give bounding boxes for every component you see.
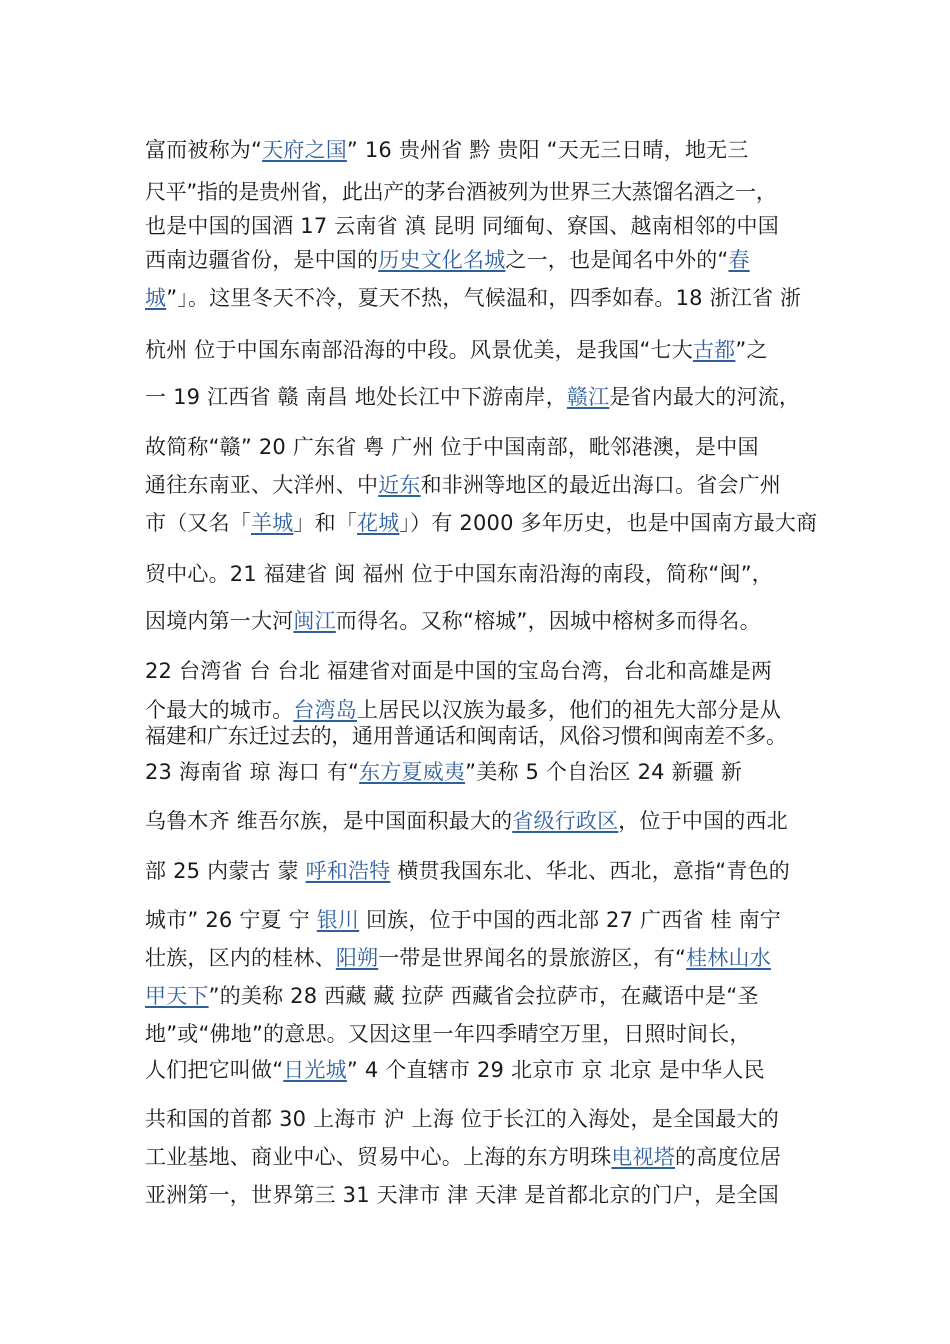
hyperlink[interactable]: 台湾岛 — [293, 698, 358, 722]
text-segment: ”的美称 28 西藏 藏 拉萨 西藏省会拉萨市，在藏语中是“圣 — [208, 984, 759, 1008]
text-segment: ”美称 5 个自治区 24 新疆 新 — [465, 760, 743, 784]
text-segment: 也是中国的国酒 17 云南省 滇 昆明 同缅甸、寮国、越南相邻的中国 — [145, 214, 779, 238]
text-segment: ”之 — [735, 338, 768, 362]
hyperlink[interactable]: 花城 — [357, 511, 400, 535]
text-segment: 共和国的首都 30 上海市 沪 上海 位于长江的入海处，是全国最大的 — [145, 1107, 779, 1131]
text-line — [145, 944, 815, 972]
text-line — [145, 284, 815, 312]
text-segment: 而得名。又称“榕城”，因城中榕树多而得名。 — [335, 609, 761, 633]
text-segment: 因境内第一大河 — [145, 609, 294, 633]
text-line — [145, 696, 815, 724]
text-segment: 富而被称为“ — [145, 138, 263, 162]
hyperlink[interactable]: 羊城 — [251, 511, 294, 535]
hyperlink[interactable]: 赣江 — [566, 385, 610, 409]
text-line — [145, 178, 815, 206]
text-line — [145, 1020, 815, 1048]
hyperlink[interactable]: 电视塔 — [611, 1145, 676, 1169]
text-line — [145, 906, 815, 934]
text-segment: 上居民以汉族为最多，他们的祖先大部分是从 — [357, 698, 782, 722]
text-line — [145, 982, 815, 1010]
hyperlink[interactable]: 春 — [728, 248, 750, 272]
text-segment: 部 25 内蒙古 蒙 — [145, 859, 306, 883]
text-segment: 个最大的城市。 — [145, 698, 294, 722]
text-segment: ” 4 个直辖市 29 北京市 京 北京 是中华人民 — [346, 1058, 765, 1082]
text-segment: 福建和广东迁过去的，通用普通话和闽南话，风俗习惯和闽南差不多。 — [145, 724, 787, 748]
text-segment: 杭州 位于中国东南部沿海的中段。风景优美，是我国“七大 — [145, 338, 693, 362]
text-segment: 一 19 江西省 赣 南昌 地处长江中下游南岸， — [145, 385, 567, 409]
hyperlink[interactable]: 省级行政区 — [512, 809, 619, 833]
text-segment: ”」。这里冬天不冷，夏天不热，气候温和，四季如春。18 浙江省 浙 — [166, 286, 802, 310]
text-segment: 之一，也是闻名中外的“ — [505, 248, 729, 272]
text-segment: 地”或“佛地”的意思。又因这里一年四季晴空万里，日照时间长， — [145, 1022, 751, 1046]
text-segment: ” 16 贵州省 黔 贵阳 “天无三日晴，地无三 — [346, 138, 749, 162]
hyperlink[interactable]: 历史文化名城 — [378, 248, 506, 272]
text-line — [145, 722, 815, 750]
text-line — [145, 607, 815, 635]
text-segment: 乌鲁木齐 维吾尔族，是中国面积最大的 — [145, 809, 513, 833]
hyperlink[interactable]: 闽江 — [293, 609, 336, 633]
text-line — [145, 657, 815, 685]
hyperlink[interactable]: 古都 — [692, 338, 736, 362]
text-segment: ，位于中国的西北 — [618, 809, 788, 833]
text-segment: 人们把它叫做“ — [145, 1058, 284, 1082]
hyperlink[interactable]: 银川 — [316, 908, 360, 932]
hyperlink[interactable]: 城 — [145, 286, 167, 310]
text-line — [145, 1181, 815, 1209]
text-line — [145, 509, 818, 537]
text-line — [145, 433, 815, 461]
text-segment: 故简称“赣” 20 广东省 粤 广州 位于中国南部，毗邻港澳，是中国 — [145, 435, 759, 459]
text-line — [145, 1056, 815, 1084]
text-segment: 23 海南省 琼 海口 有“ — [145, 760, 360, 784]
text-segment: 市（又名「 — [145, 511, 251, 535]
hyperlink[interactable]: 东方夏威夷 — [359, 760, 466, 784]
hyperlink[interactable]: 天府之国 — [262, 138, 347, 162]
text-line — [145, 136, 815, 164]
hyperlink[interactable]: 甲天下 — [145, 984, 209, 1008]
text-line — [145, 807, 815, 835]
text-line — [145, 383, 815, 411]
text-segment: 贸中心。21 福建省 闽 福州 位于中国东南沿海的南段，简称“闽”， — [145, 562, 773, 586]
text-segment: 」）有 2000 多年历史，也是中国南方最大商 — [399, 511, 818, 535]
text-segment: 城市” 26 宁夏 宁 — [145, 908, 317, 932]
hyperlink[interactable]: 阳朔 — [335, 946, 379, 970]
hyperlink[interactable]: 近东 — [378, 473, 421, 497]
text-segment: 」和「 — [293, 511, 358, 535]
hyperlink[interactable]: 桂林山水 — [686, 946, 771, 970]
text-segment: 和非洲等地区的最近出海口。省会广州 — [420, 473, 782, 497]
text-line — [145, 246, 815, 274]
text-segment: 22 台湾省 台 台北 福建省对面是中国的宝岛台湾，台北和高雄是两 — [145, 659, 773, 683]
text-segment: 工业基地、商业中心、贸易中心。上海的东方明珠 — [145, 1145, 612, 1169]
text-line — [145, 336, 815, 364]
text-line — [145, 560, 815, 588]
text-line — [145, 471, 815, 499]
text-line — [145, 758, 815, 786]
text-segment: 壮族，区内的桂林、 — [145, 946, 336, 970]
text-segment: 一带是世界闻名的景旅游区，有“ — [378, 946, 687, 970]
text-segment: 亚洲第一，世界第三 31 天津市 津 天津 是首都北京的门户，是全国 — [145, 1183, 779, 1207]
text-line — [145, 1143, 815, 1171]
hyperlink[interactable]: 日光城 — [283, 1058, 347, 1082]
hyperlink[interactable]: 呼和浩特 — [305, 859, 391, 883]
text-segment: 的高度位居 — [675, 1145, 782, 1169]
text-segment: 通往东南亚、大洋州、中 — [145, 473, 379, 497]
text-line — [145, 1105, 815, 1133]
text-segment: 西南边疆省份，是中国的 — [145, 248, 379, 272]
text-segment: 是省内最大的河流， — [609, 385, 801, 409]
text-segment: 横贯我国东北、华北、西北，意指“青色的 — [390, 859, 790, 883]
text-segment: 尺平”指的是贵州省，此出产的茅台酒被列为世界三大蒸馏名酒之一， — [145, 180, 777, 204]
text-segment: 回族，位于中国的西北部 27 广西省 桂 南宁 — [359, 908, 782, 932]
text-line — [145, 857, 815, 885]
text-line — [145, 212, 815, 240]
